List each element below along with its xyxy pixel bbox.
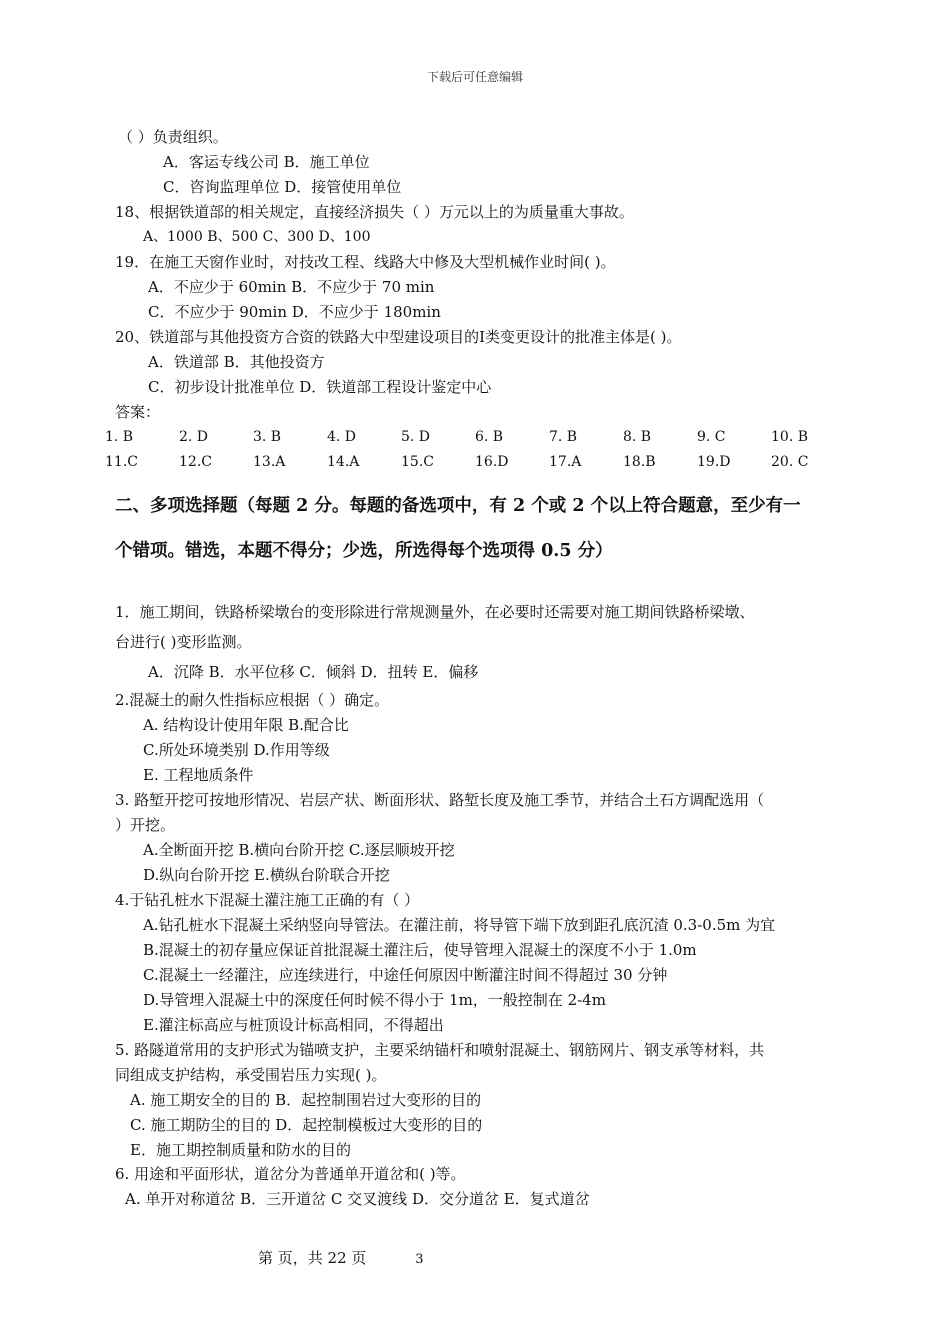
- page-footer: [258, 1247, 423, 1268]
- question-18-options: A、1000 B、500 C、300 D、100: [143, 229, 371, 245]
- mq-5: 5. 路隧道常用的支护形式为锚喷支护，主要采纳锚杆和喷射混凝土、钢筋网片、钢支承等材料，共: [115, 1041, 765, 1059]
- answer-row: [105, 428, 845, 453]
- page-number: 3: [415, 1252, 424, 1267]
- mq-4-option-a: A.钻孔桩水下混凝土采纳竖向导管法。在灌注前，将导管下端下放到距孔底沉渣 0.3-0.5m 为宜: [143, 916, 776, 934]
- question-17-options-ab: A．客运专线公司 B．施工单位: [163, 153, 370, 171]
- answer-item: 8. B: [623, 429, 652, 445]
- mq-1-options: A．沉降 B．水平位移 C．倾斜 D．扭转 E．偏移: [148, 663, 479, 681]
- answer-item: 5. D: [401, 429, 431, 445]
- answer-item: 4. D: [327, 429, 357, 445]
- mq-6: 6. 用途和平面形状，道岔分为普通单开道岔和( )等。: [115, 1165, 466, 1183]
- mq-5-cont: 同组成支护结构，承受围岩压力实现( )。: [115, 1066, 387, 1084]
- answer-item: 10. B: [771, 429, 809, 445]
- mq-4-option-b: B.混凝土的初存量应保证首批混凝土灌注后，使导管埋入混凝土的深度不小于 1.0m: [143, 941, 697, 959]
- mq-6-options: A. 单开对称道岔 B．三开道岔 C 交叉渡线 D．交分道岔 E．复式道岔: [125, 1190, 590, 1208]
- mq-1-cont: 台进行( )变形监测。: [115, 633, 252, 651]
- mq-2-options-ab: A. 结构设计使用年限 B.配合比: [143, 716, 349, 734]
- answer-item: 19.D: [697, 454, 731, 470]
- answer-grid: [105, 428, 845, 478]
- mq-4-option-c: C.混凝土一经灌注，应连续进行，中途任何原因中断灌注时间不得超过 30 分钟: [143, 966, 668, 984]
- mq-3-cont: ）开挖。: [115, 816, 176, 834]
- answer-item: 17.A: [549, 454, 582, 470]
- mq-3-options-abc: A.全断面开挖 B.横向台阶开挖 C.逐层顺坡开挖: [143, 841, 455, 859]
- question-19-options-ab: A．不应少于 60min B．不应少于 70 min: [148, 278, 435, 296]
- answers-label: 答案：: [115, 403, 161, 421]
- answer-item: 16.D: [475, 454, 509, 470]
- answer-item: 1. B: [105, 429, 134, 445]
- answer-item: 14.A: [327, 454, 360, 470]
- answer-item: 2. D: [179, 429, 209, 445]
- question-20: 20、铁道部与其他投资方合资的铁路大中型建设项目的Ⅰ类变更设计的批准主体是( )。: [115, 328, 682, 346]
- mq-2-option-e: E. 工程地质条件: [143, 766, 254, 784]
- page-header: 下载后可任意编辑: [426, 70, 523, 84]
- answer-item: 15.C: [401, 454, 434, 470]
- mq-2: 2.混凝土的耐久性指标应根据（ ）确定。: [115, 691, 390, 709]
- mq-3-options-de: D.纵向台阶开挖 E.横纵台阶联合开挖: [143, 866, 390, 884]
- mq-4-option-e: E.灌注标高应与桩顶设计标高相同，不得超出: [143, 1016, 444, 1034]
- question-17-options-cd: C．咨询监理单位 D．接管使用单位: [163, 178, 402, 196]
- answer-item: 6. B: [475, 429, 504, 445]
- question-17-tail: （ ）负责组织。: [118, 128, 228, 146]
- mq-5-options-ab: A. 施工期安全的目的 B．起控制围岩过大变形的目的: [130, 1091, 482, 1109]
- mq-4: 4.于钻孔桩水下混凝土灌注施工正确的有（ ）: [115, 891, 420, 909]
- section-title-line-2: 个错项。错选，本题不得分；少选，所选得每个选项得 0.5 分）: [115, 541, 613, 561]
- answer-item: 20. C: [771, 454, 809, 470]
- answer-item: 7. B: [549, 429, 578, 445]
- answer-item: 13.A: [253, 454, 286, 470]
- answer-item: 18.B: [623, 454, 656, 470]
- answer-item: 11.C: [105, 454, 138, 470]
- question-19-options-cd: C．不应少于 90min D．不应少于 180min: [148, 303, 441, 321]
- question-19: 19．在施工天窗作业时，对技改工程、线路大中修及大型机械作业时间( )。: [115, 253, 616, 271]
- mq-1: 1．施工期间，铁路桥梁墩台的变形除进行常规测量外，在必要时还需要对施工期间铁路桥梁墩、: [115, 603, 755, 621]
- mq-5-options-cd: C. 施工期防尘的目的 D．起控制模板过大变形的目的: [130, 1116, 483, 1134]
- mq-2-options-cd: C.所处环境类别 D.作用等级: [143, 741, 330, 759]
- answer-item: 12.C: [179, 454, 212, 470]
- question-18: 18、根据铁道部的相关规定，直接经济损失（ ）万元以上的为质量重大事故。: [115, 203, 634, 221]
- mq-3: 3. 路堑开挖可按地形情况、岩层产状、断面形状、路堑长度及施工季节，并结合土石方调配选用（: [115, 791, 765, 809]
- mq-4-option-d: D.导管埋入混凝土中的深度任何时候不得小于 1m，一般控制在 2-4m: [143, 991, 606, 1009]
- question-20-options-ab: A．铁道部 B．其他投资方: [148, 353, 325, 371]
- mq-5-option-e: E．施工期控制质量和防水的目的: [130, 1141, 351, 1159]
- question-20-options-cd: C．初步设计批准单位 D．铁道部工程设计鉴定中心: [148, 378, 492, 396]
- answer-item: 9. C: [697, 429, 726, 445]
- section-title-line-1: 二、多项选择题（每题 2 分。每题的备选项中，有 2 个或 2 个以上符合题意，至少有一: [115, 496, 801, 516]
- answer-item: 3. B: [253, 429, 282, 445]
- answer-row: [105, 453, 845, 478]
- page-count-text: 第 页，共 22 页: [258, 1249, 367, 1267]
